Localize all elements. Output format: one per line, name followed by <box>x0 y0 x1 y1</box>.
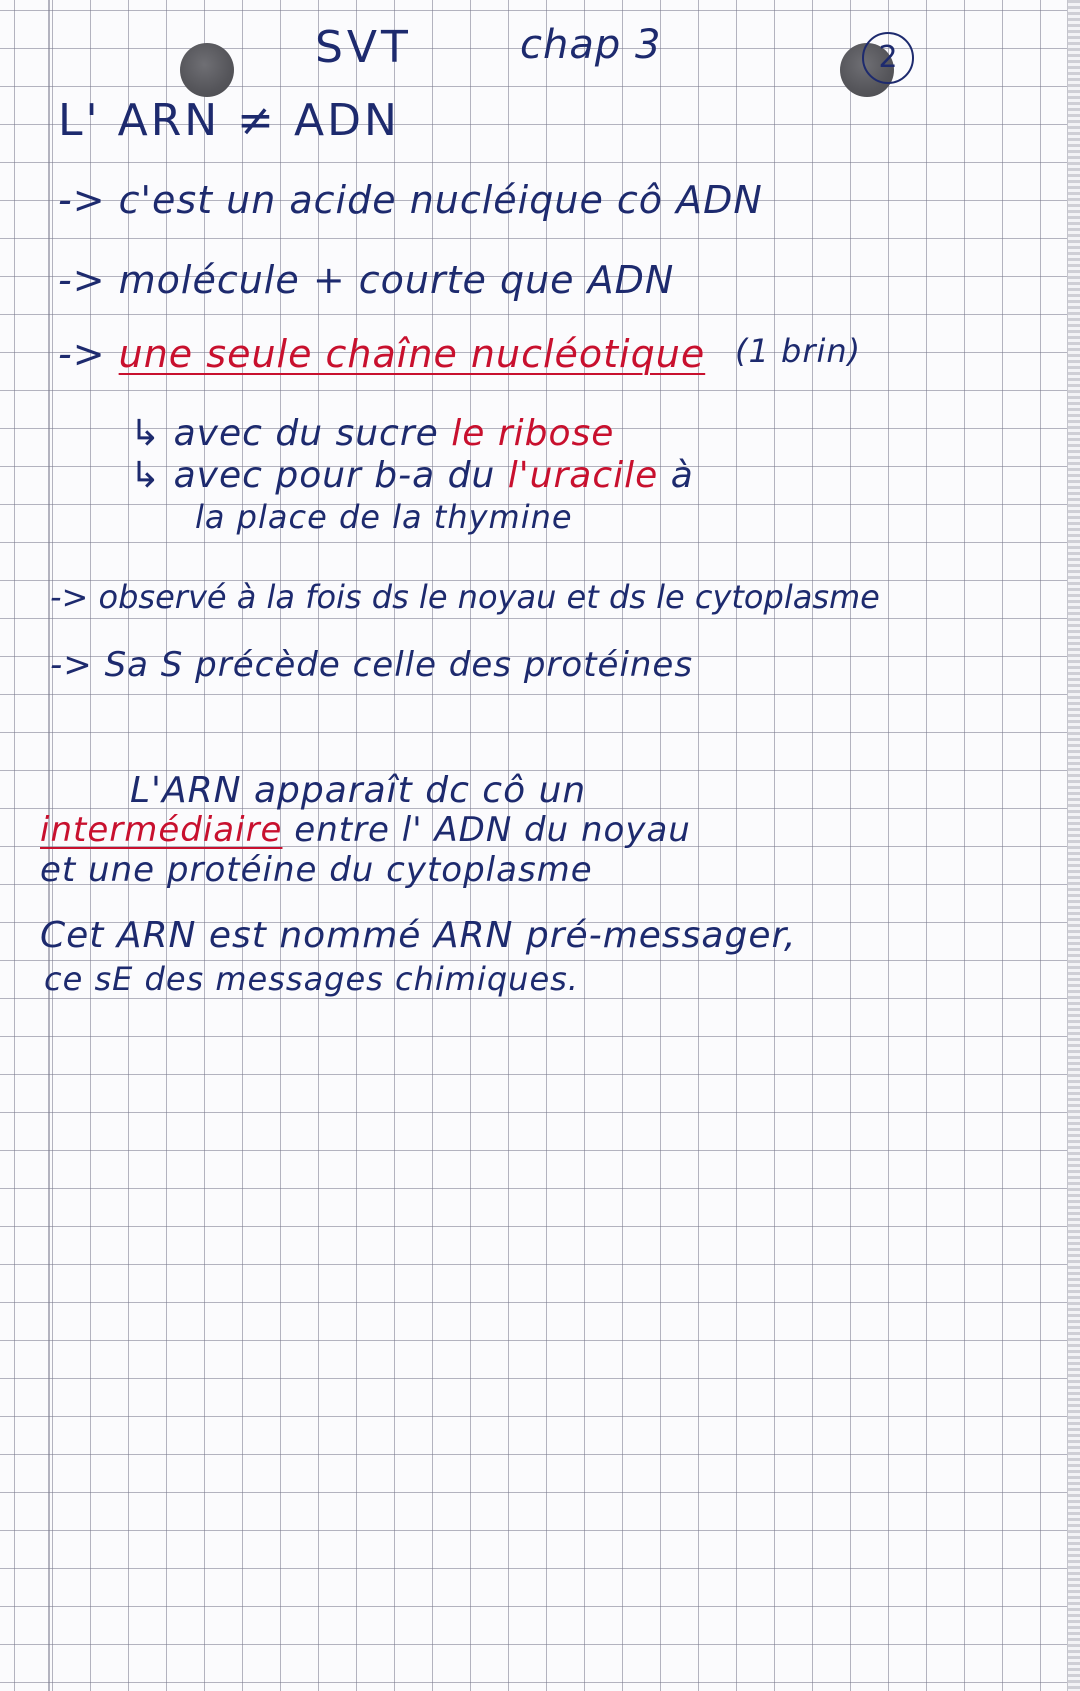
highlight-intermediate: intermédiaire <box>40 810 283 850</box>
note-line-shorter-molecule: -> molécule + courte que ADN <box>58 258 675 302</box>
arrow-prefix: -> <box>58 332 119 376</box>
highlight-uracil: l'uracile <box>507 455 659 496</box>
paragraph-line-2 <box>40 810 691 850</box>
note-line-nucleic-acid: -> c'est un acide nucléique cô ADN <box>58 178 763 222</box>
note-strand-count: (1 brin) <box>735 332 862 370</box>
paragraph-line-2-rest: entre l' ADN du noyau <box>282 810 691 850</box>
subject-heading: SVT <box>315 22 412 73</box>
note-line-single-strand <box>58 332 705 376</box>
note-sub-sugar <box>130 413 614 454</box>
highlight-single-strand: une seule chaîne nucléotique <box>118 332 706 376</box>
note-line-location: -> observé à la fois ds le noyau et ds le cytoplasme <box>50 578 880 616</box>
note-sub-base <box>130 455 694 496</box>
perforated-edge <box>1067 0 1080 1691</box>
paragraph-line-3: et une protéine du cytoplasme <box>40 850 593 890</box>
note-line-synthesis: -> Sa S précède celle des protéines <box>50 645 694 685</box>
highlight-ribose: le ribose <box>451 413 615 454</box>
paragraph-line-4: Cet ARN est nommé ARN pré-messager, <box>40 915 797 956</box>
page-number-badge: 2 <box>862 32 914 84</box>
note-sub-base-continued: la place de la thymine <box>195 498 573 536</box>
sub-sugar-text: ↳ avec du sucre <box>130 413 452 454</box>
punch-hole-left <box>180 43 234 97</box>
chapter-heading: chap 3 <box>520 22 662 68</box>
sub-base-suffix: à <box>658 455 694 496</box>
note-title: L' ARN ≠ ADN <box>58 95 400 146</box>
paragraph-line-1: L'ARN apparaît dc cô un <box>130 770 587 811</box>
paragraph-line-5: ce sE des messages chimiques. <box>44 960 579 998</box>
sub-base-text: ↳ avec pour b-a du <box>130 455 508 496</box>
